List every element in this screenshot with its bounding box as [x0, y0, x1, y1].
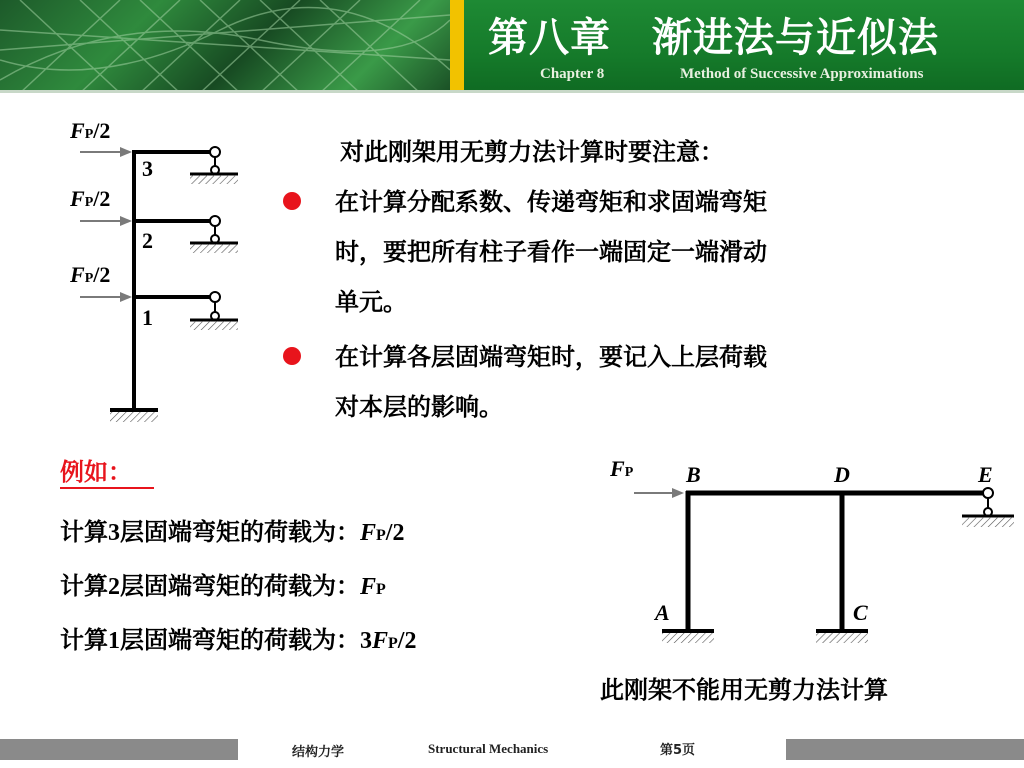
intro-heading: 对此刚架用无剪力法计算时要注意：	[340, 138, 724, 166]
footer-bar	[0, 739, 1024, 768]
node-label-d: D	[834, 462, 850, 487]
bullet1-line1: 在计算分配系数、传递弯矩和求固端弯矩	[335, 188, 767, 216]
footer-page-number: 第5页	[660, 743, 696, 758]
bullet1-line3: 单元。	[335, 288, 407, 316]
fixed-support-base	[110, 410, 158, 422]
chapter-label: Chapter 8	[540, 66, 605, 82]
example-line-2: 计算2层固端弯矩的荷载为：FP	[60, 572, 386, 600]
load-arrow-1	[80, 292, 132, 302]
load-label-1: FP/2	[70, 262, 111, 287]
fixed-support-c	[816, 631, 868, 643]
header-banner	[0, 0, 1024, 93]
footer-right-band	[786, 739, 1024, 760]
bullet2-line1: 在计算各层固端弯矩时，要记入上层荷载	[335, 343, 767, 371]
load-arrow-2	[80, 216, 132, 226]
load-label-3: FP/2	[70, 118, 111, 143]
footer-course-cn: 结构力学	[292, 745, 345, 760]
floor-label-1: 1	[142, 305, 153, 330]
node-label-b: B	[686, 462, 701, 487]
header-lattice-graphic	[0, 0, 450, 93]
node-label-a: A	[655, 600, 670, 625]
example-label: 例如：	[60, 452, 154, 489]
bullet1-line2: 时，要把所有柱子看作一端固定一端滑动	[335, 238, 767, 266]
load-arrow-3	[80, 147, 132, 157]
example-line-1: 计算1层固端弯矩的荷载为：3FP/2	[60, 626, 417, 654]
load-label-2: FP/2	[70, 186, 111, 211]
bullet-dot-1	[283, 192, 301, 210]
subtitle-english: Method of Successive Approximations	[680, 66, 924, 82]
right-frame-caption: 此刚架不能用无剪力法计算	[600, 676, 888, 704]
slide-title: 第八章 渐进法与近似法	[488, 15, 939, 61]
load-arrow-fp	[634, 488, 684, 498]
node-label-e: E	[978, 462, 993, 487]
header-photo	[0, 0, 450, 93]
footer-left-band	[0, 739, 238, 760]
right-load-label: FP	[610, 456, 634, 481]
bullet-dot-2	[283, 347, 301, 365]
footer-course-en: Structural Mechanics	[428, 741, 549, 756]
example-line-3: 计算3层固端弯矩的荷载为：FP/2	[60, 518, 405, 546]
header-accent-bar	[450, 0, 464, 93]
node-label-c: C	[853, 600, 868, 625]
header-divider	[0, 90, 1024, 93]
fixed-support-a	[662, 631, 714, 643]
floor-label-3: 3	[142, 156, 153, 181]
floor-label-2: 2	[142, 228, 153, 253]
bullet2-line2: 对本层的影响。	[335, 393, 503, 421]
